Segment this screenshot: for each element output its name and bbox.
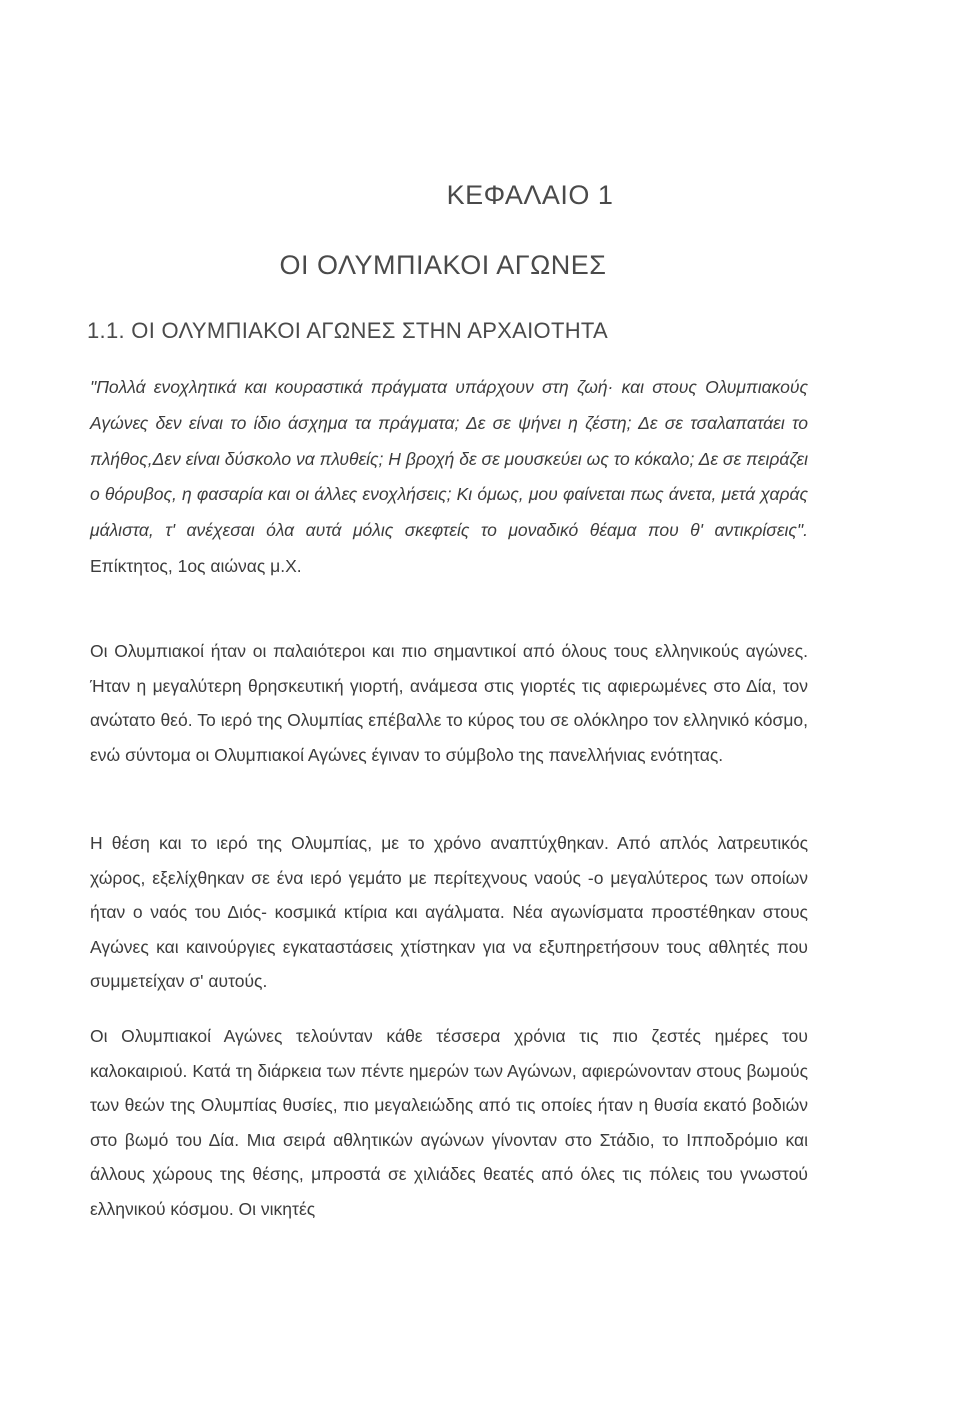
quote-text: "Πολλά ενοχλητικά και κουραστικά πράγματα υπάρχουν στη ζωή· και στους Ολυμπιακούς Αγώνες δεν είναι το ίδιο άσχημα τα πράγματα; Δε σε ψήνει η ζέστη; Δε σε τσαλαπατάει το πλήθος,Δεν είναι δύσκολο να πλυθείς; Η βροχή δε σε μουσκεύει ως το κόκαλο; Δε σε πειράζει ο θόρυβος, η φασαρία και οι άλλες ενοχλήσεις; Κι όμως, μου φαίνεται πως άνετα, μετά χαράς μάλιστα, τ' ανέχεσαι όλα αυτά μόλις σκεφτείς το μοναδικό θέαμα που θ' αντικρίσεις".	[90, 377, 808, 541]
epictetus-quote	[90, 370, 808, 585]
body-paragraph-1: Οι Ολυμπιακοί ήταν οι παλαιότεροι και πιο σημαντικοί από όλους τους ελληνικούς αγώνες. Ήταν η μεγαλύτερη θρησκευτική γιορτή, ανάμεσα στις γιορτές τις αφιερωμένες στο Δία, τον ανώτατο θεό. Το ιερό της Ολυμπίας επέβαλλε το κύρος του σε ολόκληρο τον ελληνικό κόσμο, ενώ σύντομα οι Ολυμπιακοί Αγώνες έγιναν το σύμβολο της πανελλήνιας ενότητας.	[90, 641, 808, 765]
chapter-title: ΟΙ ΟΛΥΜΠΙΑΚΟΙ ΑΓΩΝΕΣ	[279, 250, 607, 280]
chapter-label: ΚΕΦΑΛΑΙΟ 1	[446, 180, 614, 210]
section-heading: 1.1. ΟΙ ΟΛΥΜΠΙΑΚΟΙ ΑΓΩΝΕΣ ΣΤΗΝ ΑΡΧΑΙΟΤΗΤΑ	[87, 318, 608, 343]
body-paragraph-2: Η θέση και το ιερό της Ολυμπίας, με το χρόνο αναπτύχθηκαν. Από απλός λατρευτικός χώρος, εξελίχθηκαν σε ένα ιερό γεμάτο με περίτεχνους ναούς -ο μεγαλύτερος των οποίων ήταν ο ναός του Διός- κοσμικά κτίρια και αγάλματα. Νέα αγωνίσματα προστέθηκαν στους Αγώνες και καινούργιες εγκαταστάσεις χτίστηκαν για να εξυπηρετήσουν τους αθλητές που συμμετείχαν σ' αυτούς.	[90, 833, 808, 991]
body-paragraph-3: Οι Ολυμπιακοί Αγώνες τελούνταν κάθε τέσσερα χρόνια τις πιο ζεστές ημέρες του καλοκαιριού. Κατά τη διάρκεια των πέντε ημερών των Αγώνων, αφιερώνονταν στους βωμούς των θεών της Ολυμπίας θυσίες, πιο μεγαλειώδης από τις οποίες ήταν η θυσία εκατό βοδιών στο βωμό του Δία. Μια σειρά αθλητικών αγώνων γίνονταν στο Στάδιο, το Ιπποδρόμιο και άλλους χώρους της θέσης, μπροστά σε χιλιάδες θεατές από όλες τις πόλεις του γνωστού ελληνικού κόσμου. Οι νικητές	[90, 1026, 808, 1219]
quote-source: Επίκτητος, 1ος αιώνας μ.Χ.	[90, 555, 302, 576]
